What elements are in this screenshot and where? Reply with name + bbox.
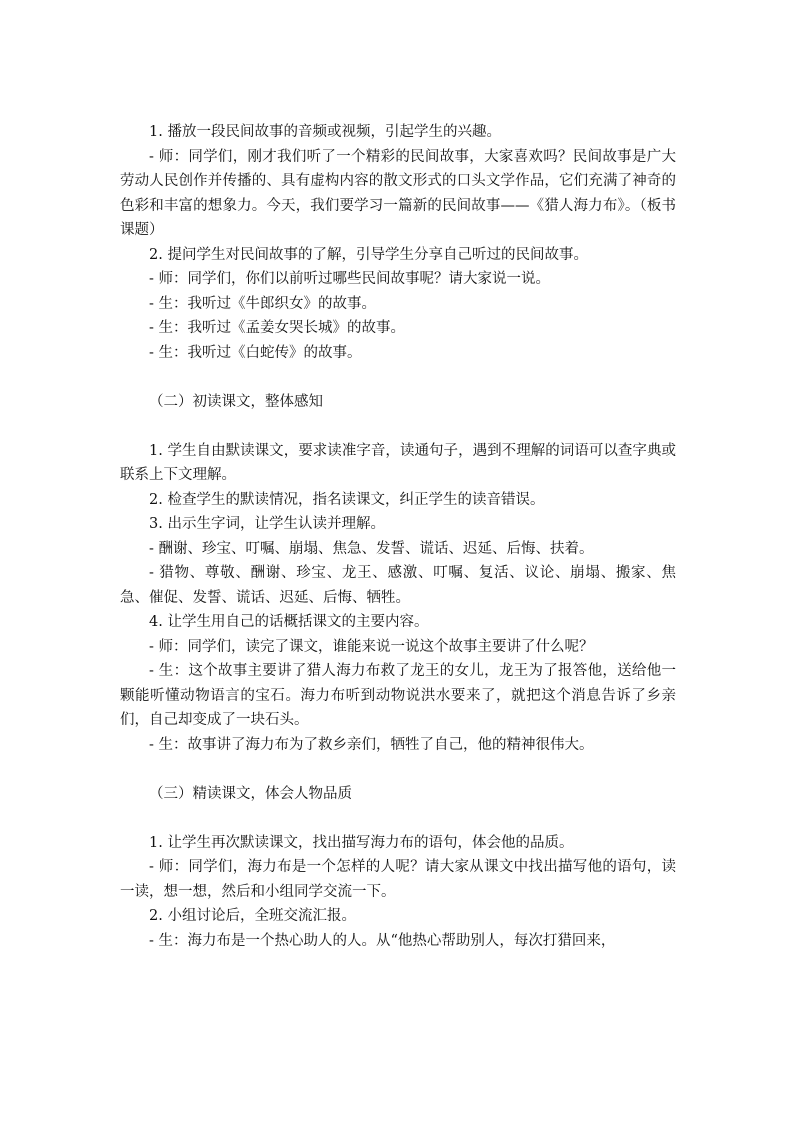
paragraph: 1. 播放一段民间故事的音频或视频，引起学生的兴趣。 <box>149 124 501 140</box>
paragraph: 1. 学生自由默读课文，要求读准字音，读通句子，遇到不理解的词语可以查字典或联系上下文理解。 <box>120 442 676 483</box>
paragraph: 4. 让学生用自己的话概括课文的主要内容。 <box>149 614 429 630</box>
paragraph: - 酬谢、珍宝、叮嘱、崩塌、焦急、发誓、谎话、迟延、后悔、扶着。 <box>149 540 594 557</box>
paragraph: - 生：这个故事主要讲了猎人海力布救了龙王的女儿，龙王为了报答他，送给他一颗能听懂动物语言的宝石。海力布听到动物说洪水要来了，就把这个消息告诉了乡亲们，自己却变成了一块石头。 <box>120 663 676 728</box>
paragraph: - 师：同学们，海力布是一个怎样的人呢？请大家从课文中找出描写他的语句，读一读，想一想，然后和小组同学交流一下。 <box>120 859 676 900</box>
paragraph: 1. 让学生再次默读课文，找出描写海力布的语句，体会他的品质。 <box>149 834 574 851</box>
paragraph: - 生：故事讲了海力布为了救乡亲们，牺牲了自己，他的精神很伟大。 <box>149 736 594 753</box>
paragraph: - 生：我听过《孟姜女哭长城》的故事。 <box>149 320 406 336</box>
paragraph: 2. 小组讨论后，全班交流汇报。 <box>149 908 356 924</box>
paragraph: - 猎物、尊敬、酬谢、珍宝、龙王、感激、叮嘱、复活、议论、崩塌、搬家、焦急、催促、发誓、谎话、迟延、后悔、牺牲。 <box>120 565 676 606</box>
paragraph: 2. 提问学生对民间故事的了解，引导学生分享自己听过的民间故事。 <box>149 246 588 263</box>
document-body <box>120 120 676 953</box>
section-heading-3: （三）精读课文，体会人物品质 <box>149 785 352 802</box>
section-heading-2: （二）初读课文，整体感知 <box>149 393 323 410</box>
paragraph: - 生：我听过《牛郎织女》的故事。 <box>149 295 377 312</box>
paragraph: 3. 出示生字词，让学生认读并理解。 <box>149 516 385 532</box>
paragraph: - 生：海力布是一个热心助人的人。从“他热心帮助别人，每次打猎回来， <box>149 932 616 949</box>
paragraph: - 师：同学们，你们以前听过哪些民间故事呢？请大家说一说。 <box>149 271 551 287</box>
paragraph: - 师：同学们，读完了课文，谁能来说一说这个故事主要讲了什么呢？ <box>149 638 594 655</box>
paragraph: 2. 检查学生的默读情况，指名读课文，纠正学生的读音错误。 <box>149 491 545 508</box>
paragraph: - 生：我听过《白蛇传》的故事。 <box>149 344 362 361</box>
paragraph: - 师：同学们，刚才我们听了一个精彩的民间故事，大家喜欢吗？民间故事是广大劳动人民创作并传播的、具有虚构内容的散文形式的口头文学作品，它们充满了神奇的色彩和丰富的想象力。今天，我们要学习一篇新的民间故事——《猎人海力布》。（板书课题） <box>120 148 676 238</box>
